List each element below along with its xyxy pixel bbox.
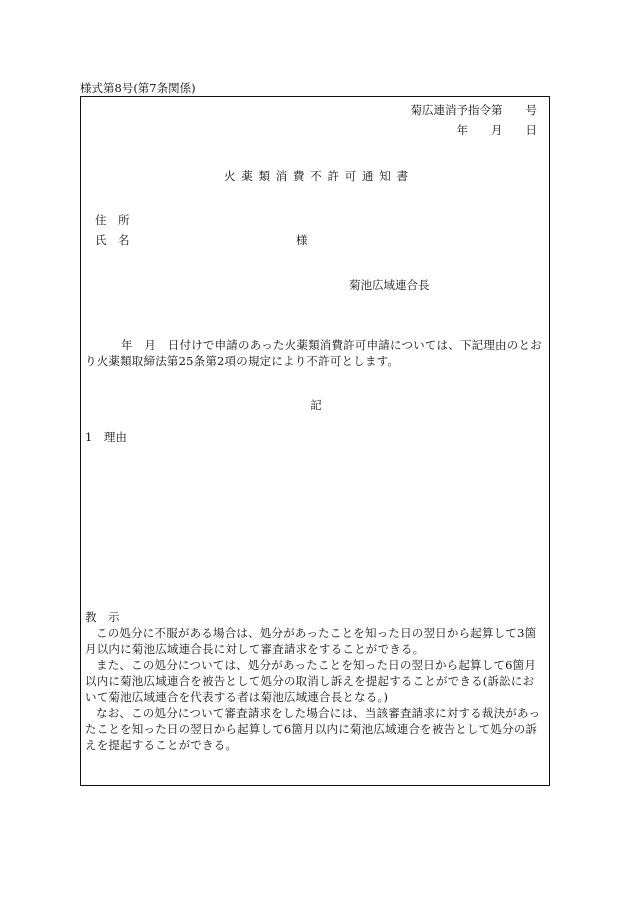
name-label: 氏 名 (95, 233, 130, 247)
document-frame (80, 96, 550, 786)
form-number-label: 様式第8号(第7条関係) (80, 81, 196, 95)
reason-heading: 1 理由 (85, 430, 127, 444)
issuer-name: 菊池広域連合長 (349, 278, 430, 292)
issue-date: 年 月 日 (456, 123, 537, 137)
body-text: 年 月 日付けで申請のあった火薬類消費許可申請については、下記理由のとおり火薬類取締法第25条第2項の規定により不許可とします。 (85, 338, 542, 369)
instruction-paragraph-2: また、この処分については、処分があったことを知った日の翌日から起算して6箇月以内に菊池広域連合を被告として処分の取消し訴えを提起することができる(訴訟において菊池広域連合を代表する者は菊池広域連合長となる。) (85, 658, 537, 705)
notice-number: 菊広連消予指令第 号 (410, 103, 537, 117)
ki-heading: 記 (310, 398, 322, 412)
instruction-heading: 教 示 (85, 610, 120, 624)
address-label: 住 所 (95, 213, 130, 227)
honorific: 様 (296, 233, 308, 247)
instruction-paragraph-3: なお、この処分について審査請求をした場合には、当該審査請求に対する裁決があったことを知った日の翌日から起算して6箇月以内に菊池広域連合を被告として処分の訴えを提起することができる。 (85, 706, 541, 753)
document-title: 火薬類消費不許可通知書 (224, 169, 414, 183)
instruction-paragraph-1: この処分に不服がある場合は、処分があったことを知った日の翌日から起算して3箇月以内に菊池広域連合長に対して審査請求をすることができる。 (85, 626, 537, 657)
